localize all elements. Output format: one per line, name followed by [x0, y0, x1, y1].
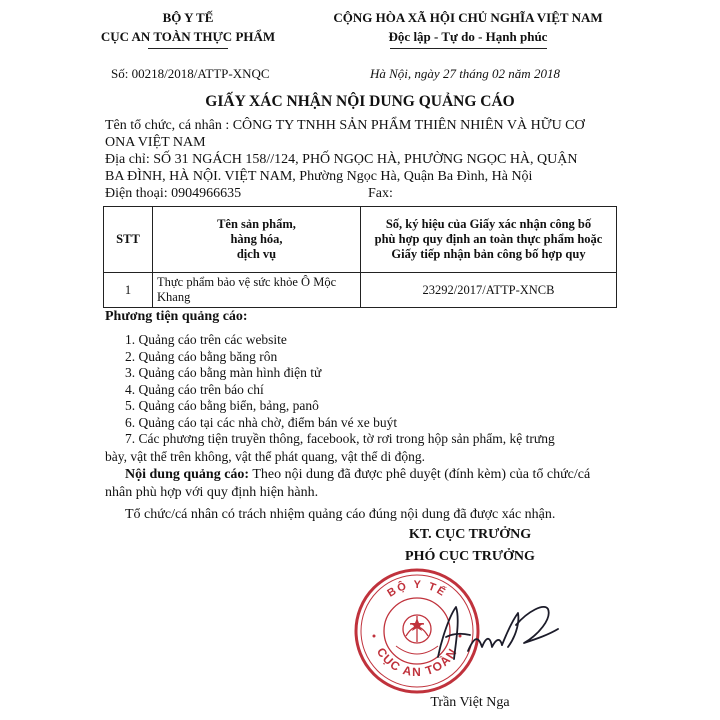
list-item: 2. Quảng cáo bằng băng rôn	[125, 348, 278, 364]
content-paragraph	[125, 467, 590, 483]
media-item7-continued: bày, vật thể trên không, vật thể phát quang, vật thể di động.	[105, 449, 426, 464]
row-product-line1: Thực phẩm bảo vệ sức khỏe Ô Mộc	[157, 275, 337, 289]
table-row	[104, 273, 617, 308]
header-product	[153, 207, 361, 273]
product-table-wrapper	[103, 206, 617, 302]
signature-kt: KT. CỤC TRƯỞNG	[408, 527, 532, 542]
header-stt: STT	[104, 207, 153, 273]
org-name-line2: ONA VIỆT NAM	[105, 135, 206, 150]
stamp-bottom-text: CỤC AN TOÀN	[373, 645, 461, 680]
header-product-line2: hàng hóa,	[230, 232, 283, 246]
table-header-row	[104, 207, 617, 273]
list-item: 6. Quảng cáo tại các nhà chờ, điểm bán vé xe buýt	[125, 414, 398, 430]
header-cert-line3: Giấy tiếp nhận bản công bố hợp quy	[391, 247, 586, 261]
org-address-line1: Địa chỉ: SỐ 31 NGÁCH 158//124, PHỐ NGỌC HÀ, PHƯỜNG NGỌC HÀ, QUẬN	[105, 152, 578, 167]
handwritten-signature	[420, 585, 570, 675]
signer-name: Trần Việt Nga	[430, 695, 510, 710]
content-text-line2: nhân phù hợp với quy định hiện hành.	[105, 485, 319, 500]
content-label: Nội dung quảng cáo:	[125, 467, 250, 482]
row-product	[153, 273, 361, 308]
product-table	[103, 206, 617, 308]
list-item: 1. Quảng cáo trên các website	[125, 332, 287, 347]
row-certificate: 23292/2017/ATTP-XNCB	[361, 273, 617, 308]
row-product-line2: Khang	[157, 290, 191, 304]
signature-position: PHÓ CỤC TRƯỞNG	[405, 549, 535, 564]
country-name: CỘNG HÒA XÃ HỘI CHỦ NGHĨA VIỆT NAM	[333, 10, 603, 25]
org-address-line2: BA ĐÌNH, HÀ NỘI. VIỆT NAM, Phường Ngọc Hà, Quận Ba Đình, Hà Nội	[105, 169, 533, 184]
list-item: 7. Các phương tiện truyền thông, facebook, tờ rơi trong hộp sản phẩm, kệ trưng	[125, 431, 555, 446]
motto-underline	[390, 48, 547, 49]
media-list	[125, 332, 555, 448]
org-fax: Fax:	[368, 186, 393, 201]
national-motto: Độc lập - Tự do - Hạnh phúc	[388, 29, 548, 44]
stamp-top-text: BỘ Y TẾ	[385, 578, 449, 600]
header-cert-line2: phù hợp quy định an toàn thực phẩm hoặc	[374, 232, 603, 246]
header-certificate	[361, 207, 617, 273]
list-item: 5. Quảng cáo bằng biển, bảng, panô	[125, 398, 319, 413]
content-text-line1: Theo nội dung đã được phê duyệt (đính kèm) của tổ chức/cá	[249, 467, 591, 482]
header-cert-line1: Số, ký hiệu của Giấy xác nhận công bố	[385, 217, 592, 231]
list-item: 3. Quảng cáo bằng màn hình điện tử	[125, 365, 322, 380]
org-phone: Điện thoại: 0904966635	[105, 186, 242, 201]
document-title: GIẤY XÁC NHẬN NỘI DUNG QUẢNG CÁO	[205, 93, 515, 110]
header-product-line1: Tên sản phẩm,	[217, 217, 296, 231]
ministry-name: BỘ Y TẾ	[162, 10, 214, 25]
responsibility-note: Tổ chức/cá nhân có trách nhiệm quảng cáo đúng nội dung đã được xác nhận.	[125, 507, 556, 522]
header-product-line3: dịch vụ	[236, 247, 277, 261]
place-date: Hà Nội, ngày 27 tháng 02 năm 2018	[370, 66, 560, 81]
document-number: Số: 00218/2018/ATTP-XNQC	[111, 66, 270, 81]
agency-name: CỤC AN TOÀN THỰC PHẨM	[100, 29, 276, 44]
agency-underline	[148, 48, 228, 49]
media-heading: Phương tiện quảng cáo:	[105, 309, 248, 324]
org-name-line1: Tên tổ chức, cá nhân : CÔNG TY TNHH SẢN PHẨM THIÊN NHIÊN VÀ HỮU CƠ	[105, 118, 585, 133]
list-item: 4. Quảng cáo trên báo chí	[125, 381, 264, 397]
row-stt: 1	[104, 273, 153, 308]
